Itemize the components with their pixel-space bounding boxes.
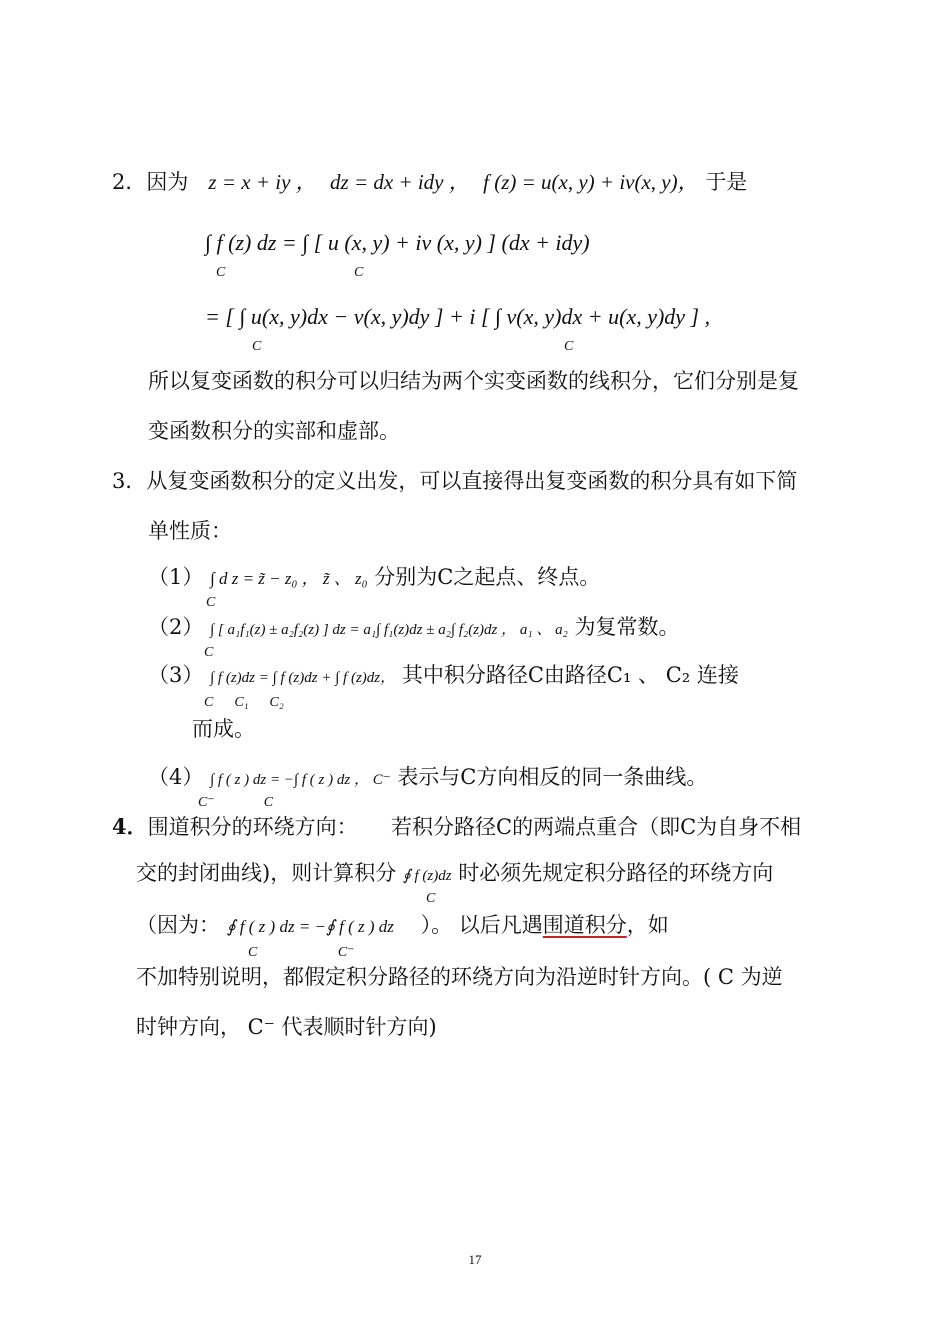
property-text: 为复常数。 bbox=[574, 615, 680, 639]
property-formula: ∫ d z = z̃ − z₀ ， z̃ 、 z₀ bbox=[210, 569, 368, 588]
item4-line-5: 时钟方向， C⁻ 代表顺时针方向) bbox=[136, 1015, 437, 1039]
item4-line-3: （因为： ∮ f ( z ) dz = −∮ f ( z ) dz ）。 以后凡遇围道积分，如 bbox=[136, 913, 669, 937]
property-sub: C C₁ C₂ bbox=[204, 695, 284, 710]
item3-text-2: 单性质： bbox=[148, 519, 232, 543]
item4-heading: 围道积分的环绕方向： bbox=[147, 815, 358, 839]
property-text: 分别为C之起点、终点。 bbox=[374, 565, 601, 589]
property-text: 表示与C方向相反的同一条曲线。 bbox=[397, 765, 708, 789]
property-sub: C bbox=[206, 595, 216, 610]
item2-intro: 2．因为 z = x + iy ， dz = dx + idy ， f (z) = u(x, y) + iv(x, y)， 于是 bbox=[112, 170, 748, 194]
item4-line-4: 不加特别说明，都假定积分路径的环绕方向为沿逆时针方向。( C 为逆 bbox=[136, 965, 783, 989]
property-formula: ∫ f (z)dz = ∫ f (z)dz + ∫ f (z)dz， bbox=[210, 670, 396, 686]
contour-sub: C C⁻ bbox=[248, 945, 355, 960]
item4-line-2: 交的封闭曲线)，则计算积分 ∮ f (z)dz 时必须先规定积分路径的环绕方向 bbox=[136, 861, 774, 885]
contour-sub: C bbox=[426, 891, 436, 906]
property-3-continued: 而成。 bbox=[192, 717, 255, 741]
item2-text-1: 所以复变函数的积分可以归结为两个实变函数的线积分，它们分别是复 bbox=[148, 369, 799, 393]
integral-sub: C bbox=[216, 265, 226, 280]
eq-z: z = x + iy ， bbox=[208, 170, 317, 194]
contour-integral: ∮ f (z)dz bbox=[402, 868, 452, 884]
integral-sub: C bbox=[564, 339, 574, 354]
item2-text-2: 变函数积分的实部和虚部。 bbox=[148, 419, 400, 443]
item3-text-1: 3．从复变函数积分的定义出发，可以直接得出复变函数的积分具有如下简 bbox=[112, 469, 798, 493]
integral-line-2: = [ ∫ u(x, y)dx − v(x, y)dy ] + i [ ∫ v(x, y)dx + u(x, y)dy ] , bbox=[205, 304, 711, 329]
underlined-term: 围道积分 bbox=[542, 913, 627, 937]
property-formula: ∫ [ a₁f₁(z) ± a₂f₂(z) ] dz = a₁∫ f₁(z)dz ± a₂∫ f₂(z)dz ， a₁ 、 a₂ bbox=[210, 622, 568, 638]
property-sub: C⁻ C bbox=[198, 795, 274, 810]
integral-line-1: ∫ f (z) dz = ∫ [ u (x, y) + iv (x, y) ] (dx + idy) bbox=[205, 230, 590, 255]
property-text: 其中积分路径C由路径C₁ 、 C₂ 连接 bbox=[401, 663, 739, 687]
contour-identity: ∮ f ( z ) dz = −∮ f ( z ) dz bbox=[226, 917, 394, 936]
integral-sub: C bbox=[354, 265, 364, 280]
item-number: 2． bbox=[112, 170, 147, 194]
property-2: （2） ∫ [ a₁f₁(z) ± a₂f₂(z) ] dz = a₁∫ f₁(z)dz ± a₂∫ f₂(z)dz ， a₁ 、 a₂ 为复常数。 bbox=[148, 615, 680, 639]
item4-line-1: 4．围道积分的环绕方向： 若积分路径C的两端点重合（即C为自身不相 bbox=[112, 814, 802, 839]
property-1: （1） ∫ d z = z̃ − z₀ ， z̃ 、 z₀ 分别为C之起点、终点。 bbox=[148, 565, 601, 589]
eq-f: f (z) = u(x, y) + iv(x, y)， bbox=[483, 170, 699, 194]
property-formula: ∫ f ( z ) dz = −∫ f ( z ) dz ， C⁻ bbox=[210, 772, 391, 788]
property-sub: C bbox=[204, 645, 214, 660]
item-number: 3． bbox=[112, 469, 147, 493]
property-4: （4） ∫ f ( z ) dz = −∫ f ( z ) dz ， C⁻ 表示与C方向相反的同一条曲线。 bbox=[148, 765, 708, 789]
page-number: 17 bbox=[468, 1252, 482, 1267]
item-number: 4． bbox=[112, 814, 148, 839]
eq-dz: dz = dx + idy ， bbox=[330, 170, 470, 194]
property-3: （3） ∫ f (z)dz = ∫ f (z)dz + ∫ f (z)dz， 其中积分路径C由路径C₁ 、 C₂ 连接 bbox=[148, 663, 739, 687]
integral-sub: C bbox=[252, 339, 262, 354]
